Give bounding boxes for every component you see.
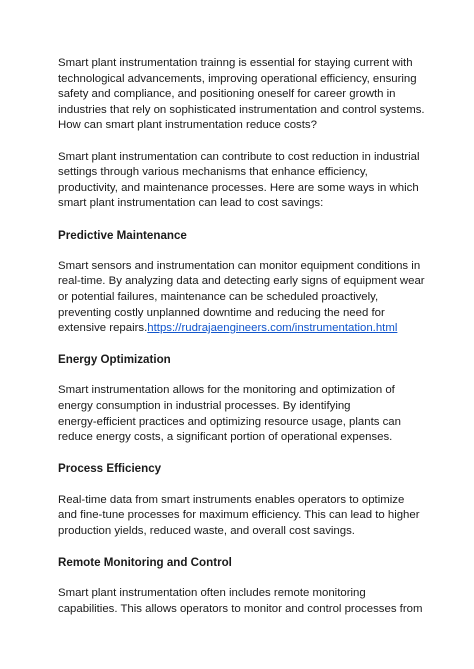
- heading-process-efficiency: Process Efficiency: [58, 462, 162, 476]
- predictive-paragraph: [58, 259, 430, 337]
- process-line: and fine-tune processes for maximum efficiency. This can lead to higher: [58, 509, 420, 522]
- energy-paragraph: [58, 383, 430, 445]
- overview-line: settings through various mechanisms that enhance efficiency,: [58, 166, 368, 179]
- predictive-line: Smart sensors and instrumentation can monitor equipment conditions in: [58, 259, 421, 272]
- intro-line: Smart plant instrumentation trainng is essential for staying current with: [58, 57, 413, 69]
- intro-line: technological advancements, improving operational efficiency, ensuring: [58, 72, 417, 85]
- process-line: Real-time data from smart instruments enables operators to optimize: [58, 493, 405, 506]
- energy-line: energy consumption in industrial processes. By identifying: [58, 400, 351, 413]
- remote-line: capabilities. This allows operators to monitor and control processes from: [58, 602, 423, 615]
- intro-line: industries that rely on sophisticated instrumentation and control systems.: [58, 103, 425, 116]
- intro-line: safety and compliance, and positioning oneself for career growth in: [58, 88, 396, 101]
- heading-remote-monitoring: Remote Monitoring and Control: [58, 556, 232, 569]
- intro-paragraph: [58, 56, 430, 134]
- energy-line: Smart instrumentation allows for the monitoring and optimization of: [58, 384, 395, 397]
- overview-line: productivity, and maintenance processes. Here are some ways in which: [58, 181, 419, 194]
- remote-line: Smart plant instrumentation often includes remote monitoring: [58, 587, 366, 600]
- energy-line: energy-efficient practices and optimizing resource usage, plants can: [58, 415, 401, 428]
- predictive-last-line: [58, 321, 430, 337]
- overview-paragraph: [58, 150, 430, 212]
- predictive-last-text: extensive repairs.: [58, 322, 148, 335]
- energy-line: reduce energy costs, a significant portion of operational expenses.: [58, 431, 393, 444]
- intro-question-line: How can smart plant instrumentation reduce costs?: [58, 119, 317, 132]
- process-line: production yields, reduced waste, and overall cost savings.: [58, 524, 355, 537]
- document-body: [58, 56, 430, 633]
- instrumentation-link[interactable]: https://rudrajaengineers.com/instrumentation.html: [147, 322, 398, 335]
- predictive-line: real-time. By analyzing data and detecting early signs of equipment wear: [58, 275, 425, 288]
- heading-energy-optimization: Energy Optimization: [58, 353, 171, 367]
- process-paragraph: [58, 493, 430, 540]
- overview-line: smart plant instrumentation can lead to cost savings:: [58, 197, 324, 210]
- heading-predictive-maintenance: Predictive Maintenance: [58, 228, 187, 242]
- remote-paragraph: [58, 586, 430, 617]
- predictive-line: or potential failures, maintenance can be scheduled proactively,: [58, 290, 379, 303]
- predictive-line: preventing costly unplanned downtime and reducing the need for: [58, 306, 385, 319]
- overview-line: Smart plant instrumentation can contribute to cost reduction in industrial: [58, 150, 420, 163]
